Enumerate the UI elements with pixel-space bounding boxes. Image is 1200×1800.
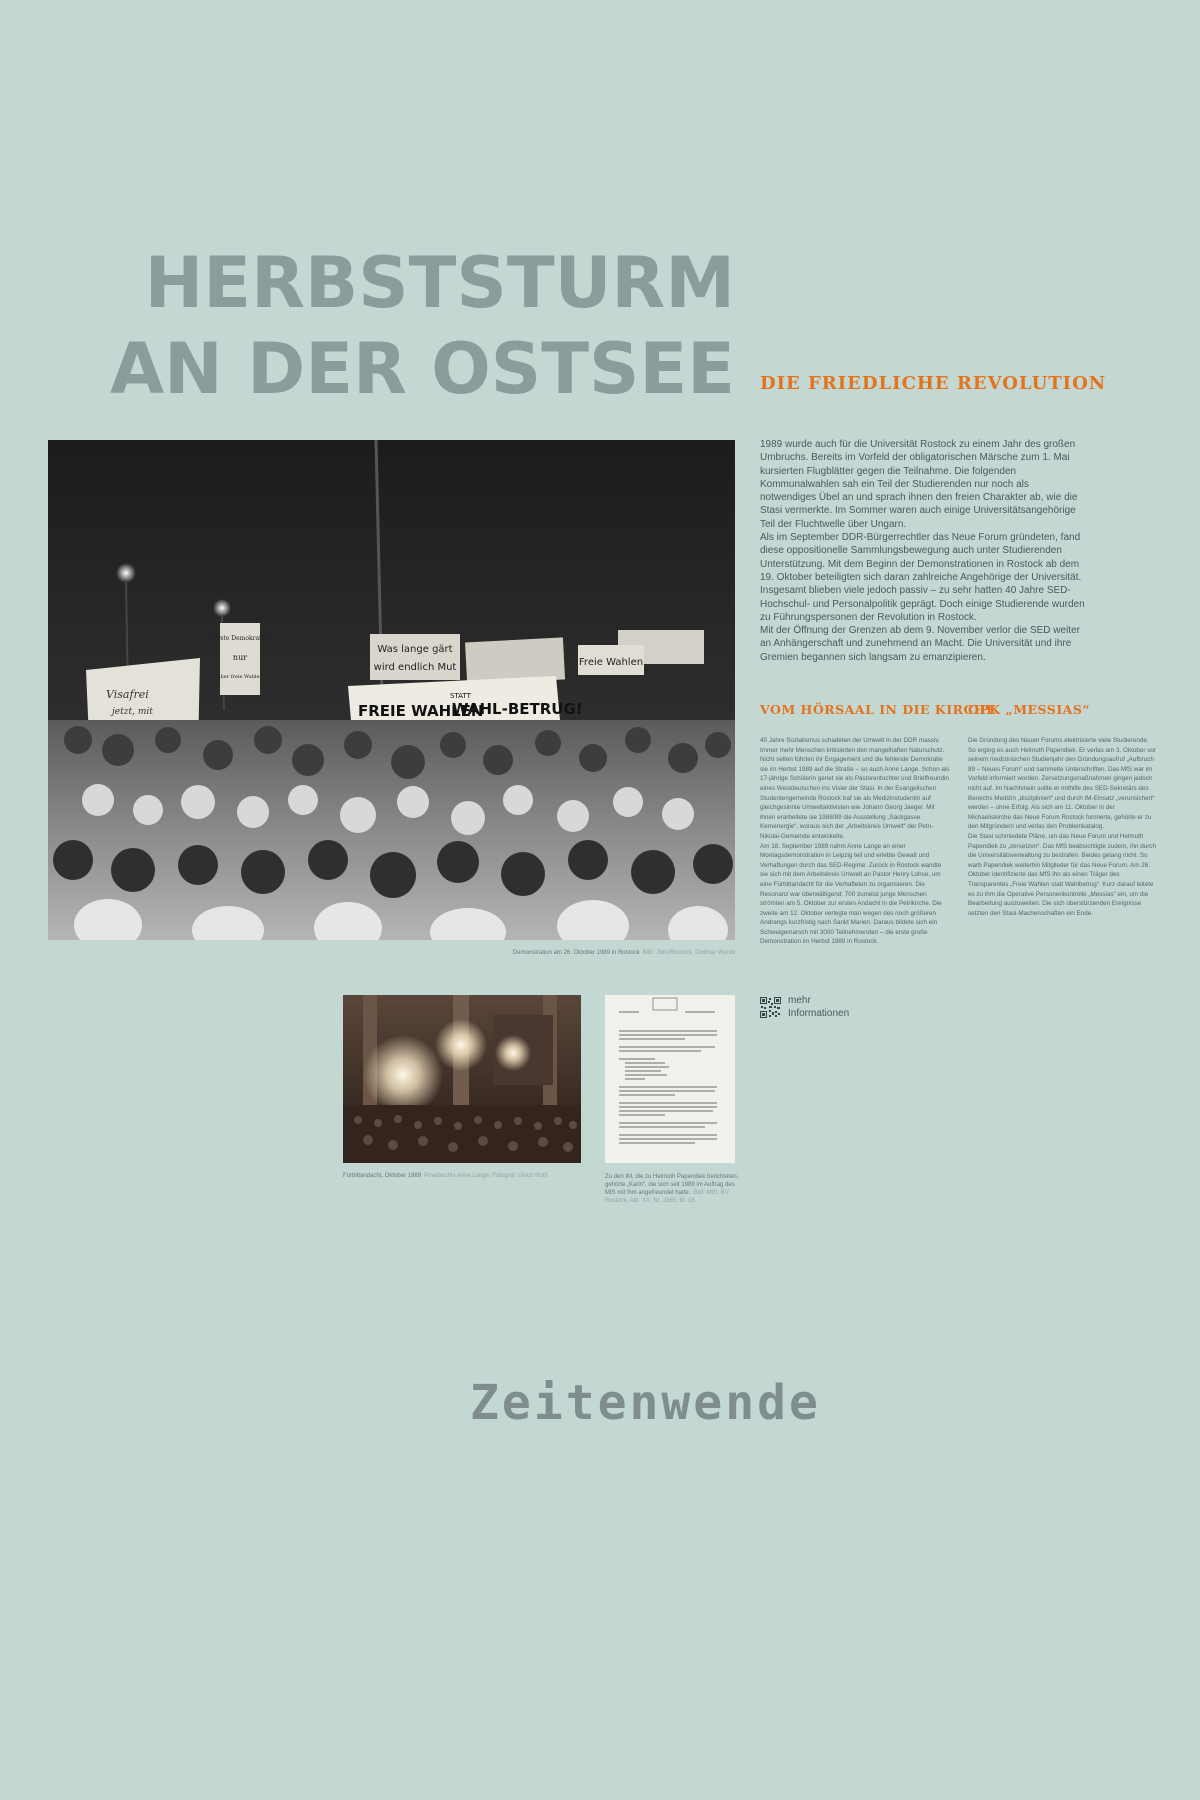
poster-title	[110, 240, 735, 412]
caption-text: Fürbittandacht, Oktober 1989	[343, 1173, 422, 1179]
title-line-2: AN DER OSTSEE	[109, 328, 735, 410]
column-messias-text	[968, 736, 1158, 918]
poster-subtitle: DIE FRIEDLICHE REVOLUTION	[760, 373, 1107, 394]
banner-freie-wahlen-small	[578, 645, 644, 675]
qr-label-line: mehr	[788, 995, 811, 1006]
caption-text: Demonstration am 26. Oktober 1989 in Rostock	[512, 950, 640, 956]
column-paragraph: Die Gründung des Neuen Forums elektrisierte viele Studierende. So erging es auch Helmuth Papendiek. Er verlas am 3. Oktober vor seinem medizinischen Studienjahr den Gründungsaufruf „Aufbruch 89 – Neues Forum“ und sammelte Unterschriften. Das MfS war im Vorfeld informiert worden. Zersetzungsmaßnahmen gingen jedoch nicht auf. Im Nachhinein sollte er mithilfe des SED-Sekretärs des Bereichs Medizin „diszipliniert“ und durch IM-Einsatz „verunsichert“ werden – ohne Erfolg. Als sich am 11. Oktober in der Michaeliskirche das Neue Forum Rostock formierte, gehörte er zu den Mitgründern und verlas den Problemkatalog.	[968, 737, 1156, 831]
intro-paragraph: 1989 wurde auch für die Universität Rostock zu einem Jahr des großen Umbruchs. Bereits im Vorfeld der obligatorischen Märsche zum 1. Mai kursierten Flugblätter gegen die Teilnahme. Die folgenden Kommunalwahlen sah ein Teil der Studierenden nur noch als notwendiges Übel an und sprach ihnen den freien Charakter ab, wie die Stasi vermerkte. Im Sommer waren auch einige Universitätsangehörige Teil der Fluchtwelle über Ungarn.	[760, 439, 1078, 530]
svg-text:nur: nur	[232, 653, 248, 662]
section-heading-hoersaal: VOM HÖRSAAL IN DIE KIRCHE	[760, 702, 997, 717]
stasi-document-scan	[605, 995, 735, 1163]
svg-text:wird endlich Mut: wird endlich Mut	[373, 662, 457, 673]
caption-credit: Bild: JWA/Rostock, Dietmar Wendt	[642, 950, 735, 956]
church-photo-caption	[343, 1173, 548, 1179]
intro-text	[760, 438, 1085, 664]
zeitenwende-logo: Zeitenwende	[470, 1375, 821, 1431]
banner-erste-demokratie	[213, 623, 267, 695]
column-paragraph: Die Stasi schmiedete Pläne, um das Neue Forum und Helmuth Papendiek zu „zersetzen“. Das MfS beabsichtigte zudem, ihn durch die Universitätsverwaltung zu bestrafen. Beides gelang nicht. So warb Papendiek weiterhin Mitglieder für das Neue Forum. Am 26. Oktober identifizierte das MfS ihn als einen Träger des Transparentes „Freie Wahlen statt Wahlbetrug“. Kurz darauf leitete es zu ihm die Operative Personenkontrolle „Messias“ ein, um die Bearbeitung auszuweiten. Die sich überstürzenden Ereignisse setzten den Stasi-Machenschaften ein Ende.	[968, 832, 1156, 917]
svg-text:über freie Wahlen: über freie Wahlen	[217, 674, 263, 680]
intro-paragraph: Mit der Öffnung der Grenzen ab dem 9. November verlor die SED weiter an Anhängerschaft und zunehmend an Macht. Die Universität und ihre Gremien begannen sich langsam zu emanzipieren.	[760, 625, 1080, 663]
svg-text:Was lange gärt: Was lange gärt	[377, 644, 453, 655]
section-heading-opk-messias: OPK „MESSIAS“	[968, 702, 1091, 717]
svg-text:Freie Wahlen: Freie Wahlen	[578, 657, 644, 668]
more-information-link[interactable]	[788, 994, 868, 1020]
svg-text:Visafrei: Visafrei	[106, 688, 149, 701]
qr-code-icon[interactable]	[760, 997, 781, 1018]
column-paragraph: Am 18. September 1989 nahm Anne Lange an einer Montagsdemonstration in Leipzig teil und erlebte Gewalt und Verhaftungen durch das SED-Regime. Zurück in Rostock wandte sie sich mit dem Arbeitskreis Umwelt an Pastor Henry Lohse, um eine Fürbittandacht für die Verhafteten zu organisieren. Die Resonanz war überwältigend: 700 zumeist junge Menschen strömten am 5. Oktober zur ersten Andacht in die Petrikirche. Die zweite am 12. Oktober verlegte man wegen des noch größeren Andrangs kurzfristig nach Sankt Marien. Daraus bildete sich ein Schweigemarsch mit 3000 Teilnehmenden – die erste große Demonstration im Herbst 1989 in Rostock.	[760, 842, 942, 946]
caption-credit: Privatarchiv Anne Lange, Fotograf: Ulrich Roth	[424, 1173, 548, 1179]
qr-label-line: Informationen	[788, 1008, 850, 1019]
banner-was-lange-gaert	[370, 634, 460, 680]
intro-paragraph: Als im September DDR-Bürgerrechtler das Neue Forum gründeten, fand diese oppositionelle Sammlungsbewegung auch unter Studierenden Unterstützung. Mit dem Beginn der Demonstrationen in Rostock ab dem 19. Oktober beteiligten sich daran zahlreiche Angehörige der Universität. Insgesamt blieben viele jedoch passiv – zu sehr hatten 40 Jahre SED-Hochschul- und Personalpolitik geprägt. Doch einige Studierende wurden zu Führungspersonen der Revolution in Rostock.	[760, 532, 1085, 623]
document-caption	[605, 1173, 740, 1205]
caption-text: Zu den IM, die zu Helmuth Papendiek berichteten, gehörte „Karin“, die sich seit 1989 im Auftrag des MfS mit ihm angefreundet hatte.	[605, 1174, 739, 1196]
column-hoersaal-text	[760, 736, 950, 947]
title-line-1: HERBSTSTURM	[144, 242, 735, 324]
svg-text:jetzt, mit: jetzt, mit	[112, 707, 153, 717]
svg-text:Erste Demokratie: Erste Demokratie	[213, 635, 267, 642]
svg-text:WAHL-BETRUG!: WAHL-BETRUG!	[452, 700, 583, 718]
church-photo	[343, 995, 581, 1163]
caption-credit: Bild: MfS, BV Rostock, Abt. XX, Nr. 2365, Bl. 16	[605, 1190, 729, 1204]
demonstration-photo-caption	[513, 950, 735, 956]
column-paragraph: 40 Jahre Sozialismus schadeten der Umwelt in der DDR massiv. Immer mehr Menschen kritisierten den mangelhaften Naturschutz. Nicht selten führten ihr Engagement und die fehlende Demokratie sie im Herbst 1989 auf die Straße – so auch Anne Lange. Schon als 17-jährige Schülerin geriet sie als Pastorentochter und Brieffreundin eines Westdeutschen ins Visier der Stasi. In der Evangelischen Studentengemeinde Rostock traf sie als Medizinstudentin auf gleichgesinnte Umweltaktivisten wie Johann Georg Jaeger. Mit ihnen erarbeitete sie 1988/89 die Ausstellung „Sackgasse Kernenergie“, woraus sich der „Arbeitskreis Umwelt“ der Petri-Nikolai-Gemeinde entwickelte.	[760, 737, 950, 840]
svg-text:FREIE WAHLEN: FREIE WAHLEN	[358, 702, 484, 720]
svg-text:STATT: STATT	[450, 692, 471, 700]
demonstration-photo	[48, 440, 735, 940]
